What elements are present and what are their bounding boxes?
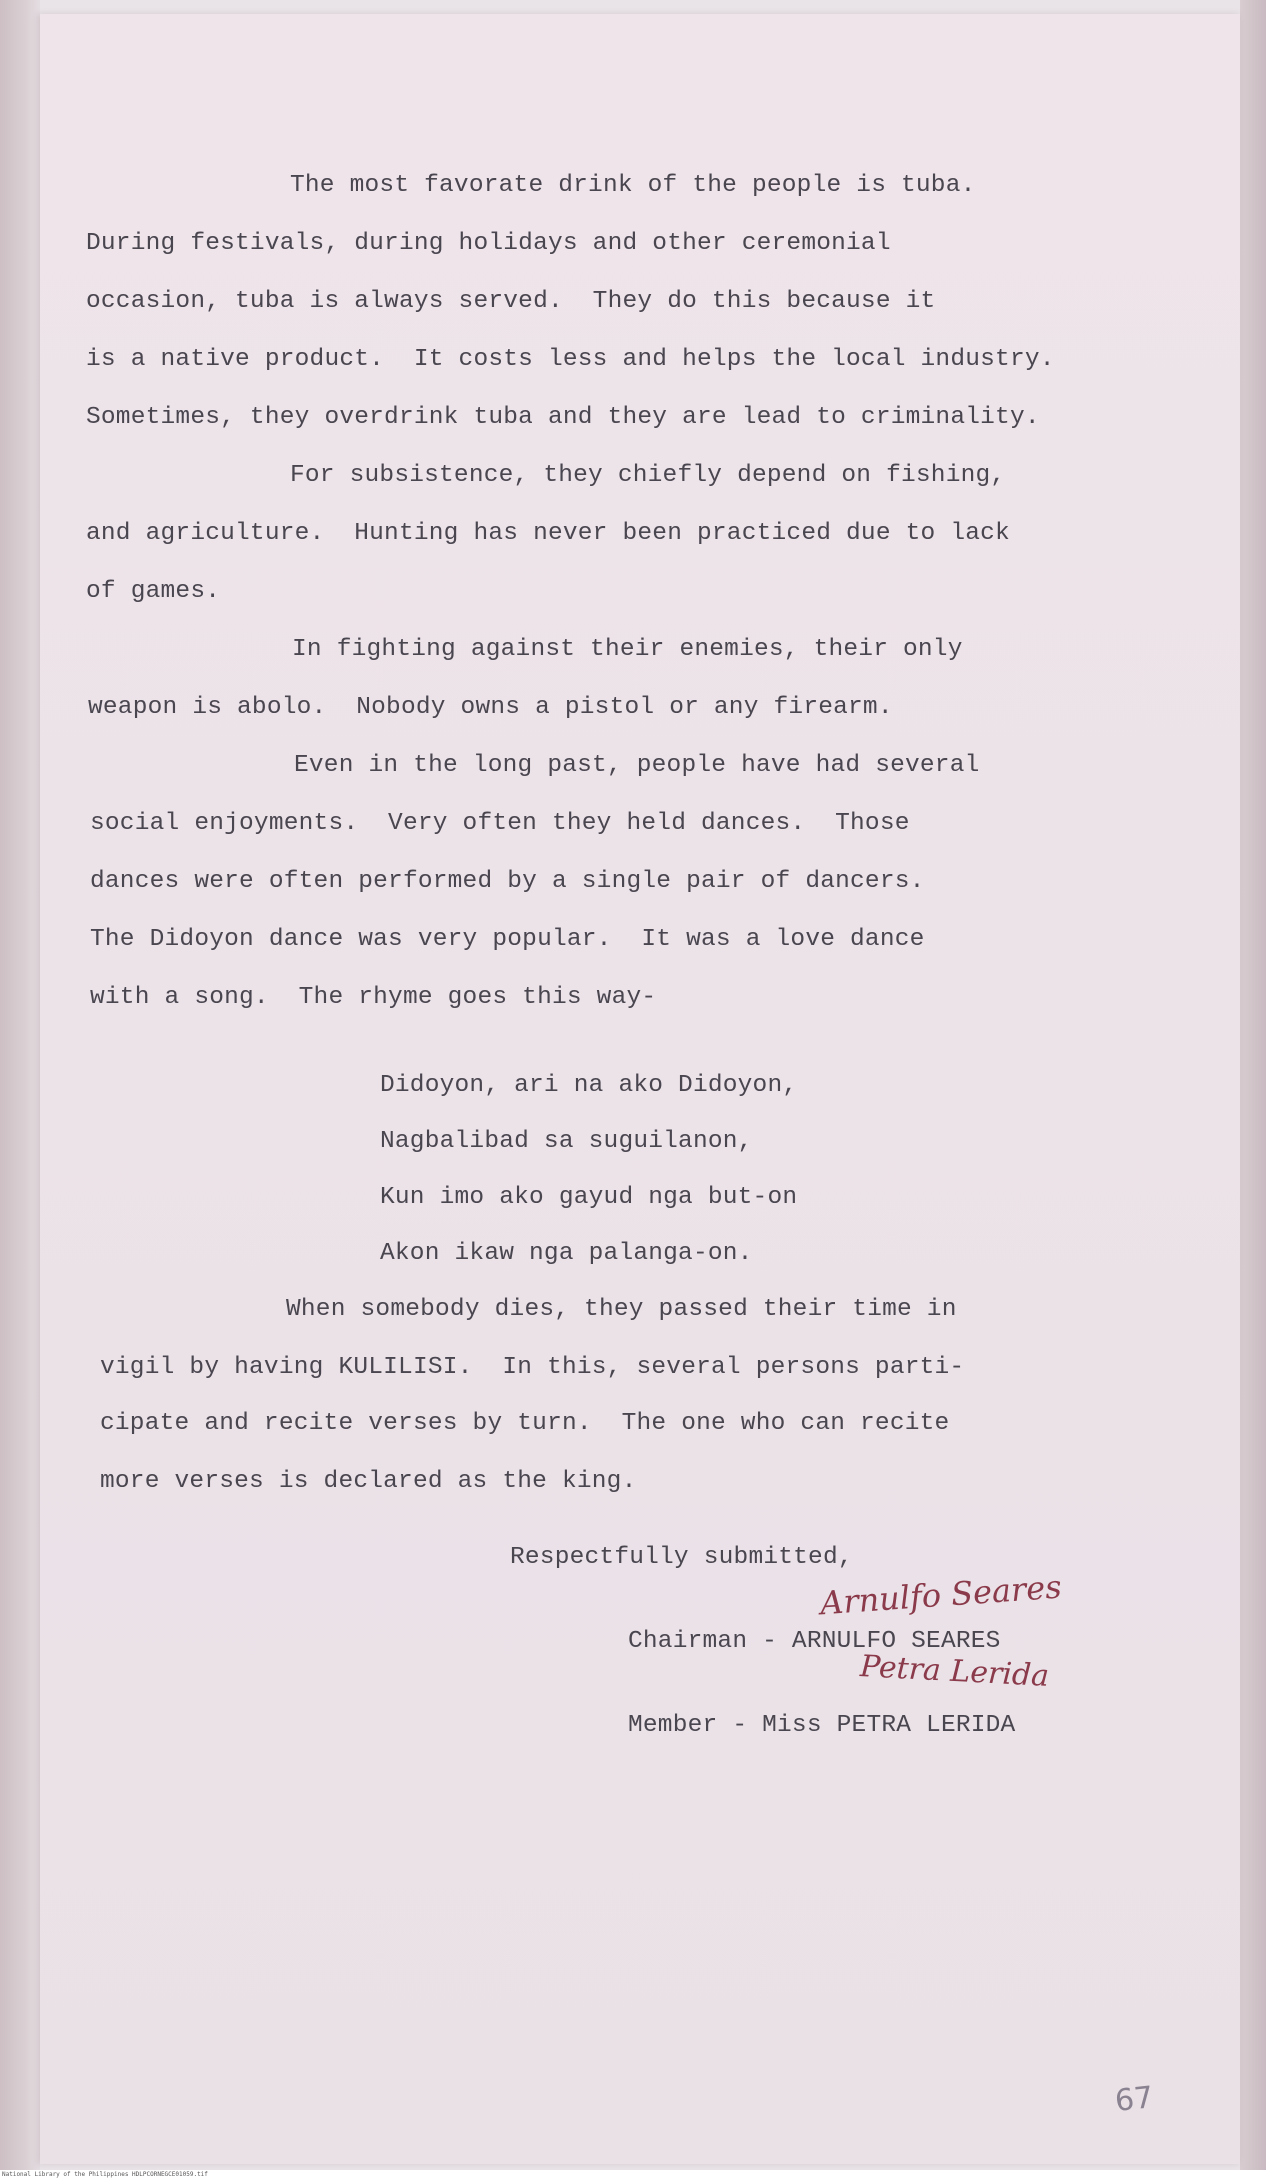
- text-line: more verses is declared as the king.: [100, 1468, 637, 1495]
- text-line: with a song. The rhyme goes this way-: [90, 984, 657, 1011]
- text-line: The most favorate drink of the people is tuba.: [290, 172, 976, 199]
- right-page-edge: [1240, 0, 1266, 2180]
- left-page-edge: [0, 0, 40, 2180]
- scan-caption: National Library of the Philippines HDLPCORNEGCE01059.tif: [2, 2171, 208, 2178]
- text-line: During festivals, during holidays and other ceremonial: [86, 230, 891, 257]
- text-line: Sometimes, they overdrink tuba and they are lead to criminality.: [86, 404, 1040, 431]
- member-line: Member - Miss PETRA LERIDA: [628, 1712, 1016, 1739]
- typewritten-page: [40, 14, 1240, 2164]
- text-line: Even in the long past, people have had several: [294, 752, 980, 779]
- verse-line: Nagbalibad sa suguilanon,: [380, 1128, 753, 1155]
- chairman-line: Chairman - ARNULFO SEARES: [628, 1628, 1001, 1655]
- verse-line: Akon ikaw nga palanga-on.: [380, 1240, 753, 1267]
- text-line: weapon is abolo. Nobody owns a pistol or any firearm.: [88, 694, 893, 721]
- text-line: dances were often performed by a single pair of dancers.: [90, 868, 925, 895]
- text-line: The Didoyon dance was very popular. It was a love dance: [90, 926, 925, 953]
- chairman-signature: Arnulfo Seares: [818, 1567, 1063, 1623]
- text-line: For subsistence, they chiefly depend on fishing,: [290, 462, 1006, 489]
- text-line: occasion, tuba is always served. They do this because it: [86, 288, 936, 315]
- text-line: When somebody dies, they passed their time in: [286, 1296, 957, 1323]
- text-line: cipate and recite verses by turn. The one who can recite: [100, 1410, 950, 1437]
- verse-line: Kun imo ako gayud nga but-on: [380, 1184, 798, 1211]
- text-line: is a native product. It costs less and helps the local industry.: [86, 346, 1055, 373]
- page-number: 67: [1113, 2080, 1155, 2119]
- text-line: social enjoyments. Very often they held dances. Those: [90, 810, 910, 837]
- closing-salutation: Respectfully submitted,: [510, 1544, 853, 1571]
- text-line: In fighting against their enemies, their only: [292, 636, 963, 663]
- text-line: vigil by having KULILISI. In this, several persons parti-: [100, 1354, 965, 1381]
- verse-line: Didoyon, ari na ako Didoyon,: [380, 1072, 798, 1099]
- text-line: of games.: [86, 578, 221, 605]
- text-line: and agriculture. Hunting has never been practiced due to lack: [86, 520, 1010, 547]
- member-signature: Petra Lerida: [859, 1649, 1050, 1694]
